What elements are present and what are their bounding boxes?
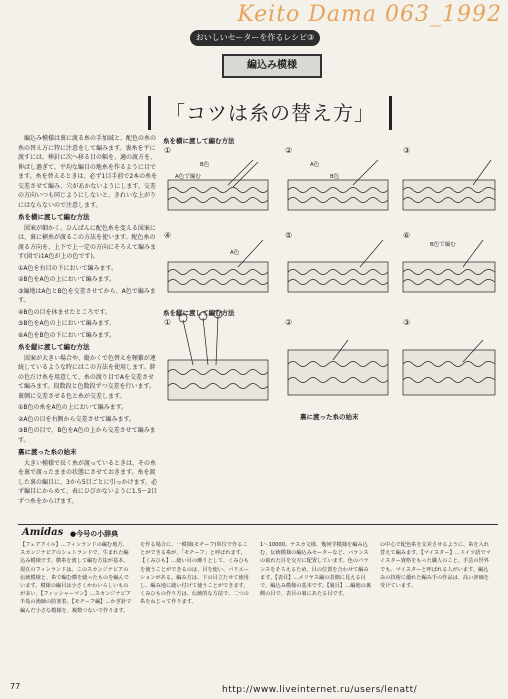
caption-horizontal: 糸を横に渡して編む方法 — [163, 137, 235, 145]
dictionary-column — [20, 541, 132, 615]
step-number: ② — [285, 146, 293, 155]
caption-vertical: 糸を縦に渡して編む方法 — [163, 309, 235, 317]
series-badge: おいしいセーターを作るレシピ③ — [190, 30, 320, 46]
intro-paragraph: 編込み模様は裏に渡る糸の手加減と、配色の糸の糸の替え方に特に注意をして編みます。裏糸を平に渡すには、棒針に次へ移る目の幅を、適の渡方を、伸ばし過ぎて、平均な編目の地糸を作るように目でます。糸を替えるときは、必ず1目手前で2本の糸を交差させて編み、穴があかないようにします。交差の方向いつも同じようにしないと、きれいな上がりにはならないので注意します。 — [18, 135, 158, 209]
caption-back: 裏に渡った糸の始末 — [300, 413, 359, 421]
dictionary-column — [260, 541, 372, 598]
step-line: ④B色の目を休ませたところです。 — [18, 308, 111, 316]
step-line: ③編地はA色とB色を交差させてから、A色で編みます。 — [18, 287, 156, 304]
dictionary-text: を作る場合に、一模様(モチーフ)単位で作ることができる糸が、「モチーフ」と呼ばれます。【くみひも】…縫い目の飾りとして、くみひもを使うことができるのは、目を使い、バリエーションがある。編み方は、下の目立たせて使用し、編み地に縫い付けて使うことができます。くみひもの作り方は、伝統的な方法で、二つの糸をねじって作ります。 — [140, 542, 249, 606]
color-label: B色で編む — [430, 242, 456, 248]
dictionary-column — [380, 541, 492, 590]
heading-vertical: 糸を縦に渡して編む方法 — [18, 343, 90, 351]
step-number: ③ — [403, 146, 411, 155]
color-label: A色 — [230, 250, 240, 256]
source-url[interactable]: http://www.liveinternet.ru/users/lenatt/ — [222, 685, 418, 695]
step-number: ③ — [403, 318, 411, 327]
step-number: ② — [285, 318, 293, 327]
step-number: ⑥ — [403, 231, 411, 240]
dictionary-text: の中心で配色糸を交差させるように、糸を入れ替えて編みます。【マイスター】…ドイツ語でマイスター資格をもった職人のこと。手芸の世界でも、マイスターと呼ばれる人がいます。編込みの技術に優れた編み手の作品は、高い評価を受けています。 — [380, 542, 491, 590]
step-line: ⑤B色をA色の上において編みます。 — [18, 320, 116, 327]
step-number: ① — [164, 318, 172, 327]
dictionary-text: 【フェアアイル】…フィンランドの編む地方、スカンジナビアのシェトランドで、生まれた編込み模様です。横糸を渡して編む方法が基本。現在のフィンランドは、このスカンジナビアの伝統模様と、糸で編む横を縫ったものを編んでいます。模様の編目は小さくかわいらしいものが多い。【フィッシャーマン】…スカンジナビア半島の漁師の防寒着。【モチーフ編】…かぎ針で編んだ小さな模様を、複数つないで作ります。 — [20, 542, 132, 614]
step-line: ①A色を右目の下において編みます。 — [18, 264, 118, 272]
step-line: ③B色の目で、B色をA色の上から交差させて編みます。 — [18, 427, 156, 444]
step-line: ⑥A色をB色の下において編みます。 — [18, 331, 116, 339]
magazine-title: Keito Dama 063_1992 — [237, 2, 502, 27]
brand-name: Amidas — [22, 527, 64, 538]
color-label: B色 — [200, 162, 210, 168]
step-number: ① — [164, 146, 172, 155]
heading-back: 裏に渡った糸の始末 — [18, 448, 77, 456]
step-line: ②A色の目を右側から交差させて編みます。 — [18, 415, 136, 423]
step-number: ④ — [164, 231, 172, 240]
knitting-diagrams — [163, 150, 498, 405]
page-number: 77 — [10, 682, 21, 691]
color-label: A色 — [310, 162, 320, 168]
dictionary-text: 1〜10000。ナスカ文様、幾何学模様を編み込む、伝統模様の編込みセーターなど、バランスの取れた目を交互に配置しています。色のバランスをそろえるため、目の位置を合わせて編みます。【表目】…メリヤス編の表側に見える目で、編込み模様の基本です。【裏目】…編地の裏側の目で、表目の裏にあたる目です。 — [260, 542, 372, 598]
color-label: A色で編む — [175, 174, 201, 180]
page-title: 「コツは糸の替え方」 — [148, 96, 392, 130]
step-number: ⑤ — [285, 231, 293, 240]
paragraph-back: 大きい模様で長く糸が渡っているときは、その糸を裏で渡ったままの状態にさせておきます。糸を渡した裏の編目に、3から5目ごとに引っかけます。必ず編目にからめて、表にひびかないように1.5〜2目ずつ糸をからげます。 — [18, 459, 158, 505]
paragraph-vertical: 図案が大きい場合や、縦かくで色替えを頻繁が連続しているような時にはこの方法を使用します。幹の色だけ糸を用意して、糸の渡り目でAを交差させて編みます。段数段と色数段ずつ交差を行います。裏側に交差させる色と糸が交差します。 — [18, 354, 156, 400]
dictionary-column — [140, 541, 252, 607]
article-text — [18, 134, 158, 508]
dictionary-subtitle: ●今号の小辞典 — [70, 530, 119, 538]
section-heading: 編込み模様 — [222, 54, 322, 78]
step-line: ①B色の糸をA色の上において編みます。 — [18, 404, 128, 411]
paragraph-horizontal: 図案が細かく、ひんぱんに配色糸を変える図案には、裏に横糸が渡るこの方法を使います。配色糸の渡る方向を、上下で上一定の方向にそろえて編みます(図ではA色が上の色です)。 — [18, 224, 157, 260]
step-line: ②B色をA色の上において編みます。 — [18, 276, 116, 283]
heading-horizontal: 糸を横に渡して編む方法 — [18, 213, 90, 221]
color-label: B色 — [330, 174, 340, 180]
